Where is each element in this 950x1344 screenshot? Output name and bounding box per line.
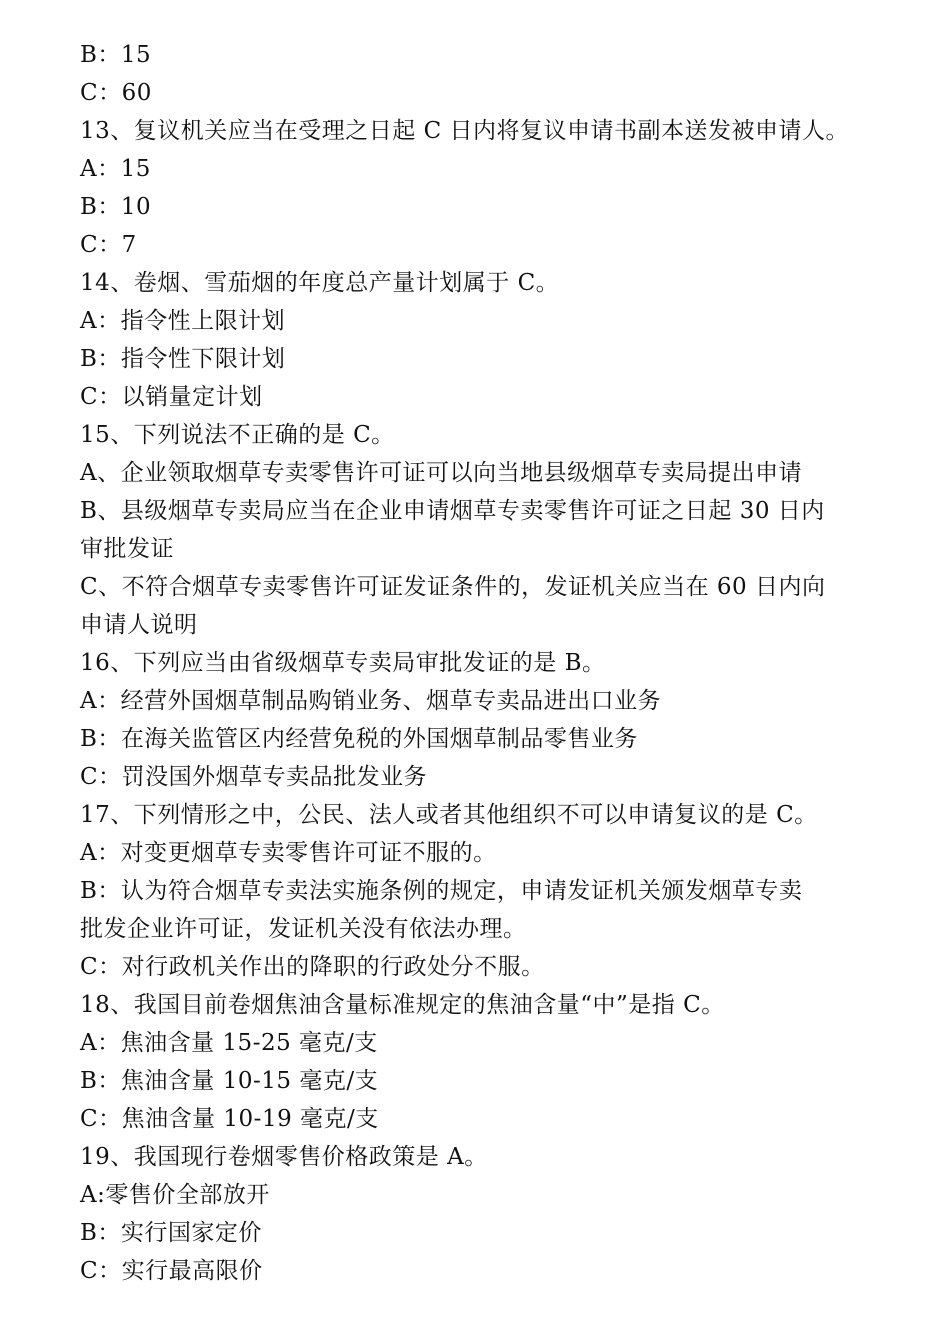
q18-option-b: B：焦油含量 10-15 毫克/支	[80, 1068, 379, 1094]
q18-option-a: A：焦油含量 15-25 毫克/支	[80, 1030, 378, 1056]
document-page	[80, 36, 880, 1290]
q19-option-b: B：实行国家定价	[80, 1220, 262, 1246]
q17-option-c: C：对行政机关作出的降职的行政处分不服。	[80, 954, 545, 980]
question-13: 13、复议机关应当在受理之日起 C 日内将复议申请书副本送发被申请人。	[80, 118, 849, 144]
q14-option-a: A：指令性上限计划	[80, 308, 286, 334]
question-18: 18、我国目前卷烟焦油含量标准规定的焦油含量“中”是指 C。	[80, 992, 725, 1018]
q13-option-b: B：10	[80, 194, 152, 220]
q18-option-c: C：焦油含量 10-19 毫克/支	[80, 1106, 379, 1132]
question-16: 16、下列应当由省级烟草专卖局审批发证的是 B。	[80, 650, 606, 676]
q16-option-a: A：经营外国烟草制品购销业务、烟草专卖品进出口业务	[80, 688, 662, 714]
question-15: 15、下列说法不正确的是 C。	[80, 422, 395, 448]
q13-option-c: C：7	[80, 232, 137, 258]
option-b-prev: B：15	[80, 42, 152, 68]
question-14: 14、卷烟、雪茄烟的年度总产量计划属于 C。	[80, 270, 560, 296]
q17-option-a: A：对变更烟草专卖零售许可证不服的。	[80, 840, 497, 866]
option-c-prev: C：60	[80, 80, 152, 106]
q13-option-a: A：15	[80, 156, 151, 182]
question-17: 17、下列情形之中，公民、法人或者其他组织不可以申请复议的是 C。	[80, 802, 818, 828]
q16-option-b: B：在海关监管区内经营免税的外国烟草制品零售业务	[80, 726, 638, 752]
q15-option-c-cont: 申请人说明	[80, 612, 198, 638]
q15-option-c: C、不符合烟草专卖零售许可证发证条件的，发证机关应当在 60 日内向	[80, 574, 826, 600]
q16-option-c: C：罚没国外烟草专卖品批发业务	[80, 764, 428, 790]
q17-option-b: B：认为符合烟草专卖法实施条例的规定，申请发证机关颁发烟草专卖	[80, 878, 803, 904]
q14-option-c: C：以销量定计划	[80, 384, 263, 410]
q17-option-b-cont: 批发企业许可证，发证机关没有依法办理。	[80, 916, 527, 942]
q15-option-b-cont: 审批发证	[80, 536, 174, 562]
q15-option-a: A、企业领取烟草专卖零售许可证可以向当地县级烟草专卖局提出申请	[80, 460, 803, 486]
q19-option-a: A:零售价全部放开	[80, 1182, 270, 1208]
question-19: 19、我国现行卷烟零售价格政策是 A。	[80, 1144, 488, 1170]
q14-option-b: B：指令性下限计划	[80, 346, 286, 372]
q15-option-b: B、县级烟草专卖局应当在企业申请烟草专卖零售许可证之日起 30 日内	[80, 498, 825, 524]
q19-option-c: C：实行最高限价	[80, 1258, 263, 1284]
